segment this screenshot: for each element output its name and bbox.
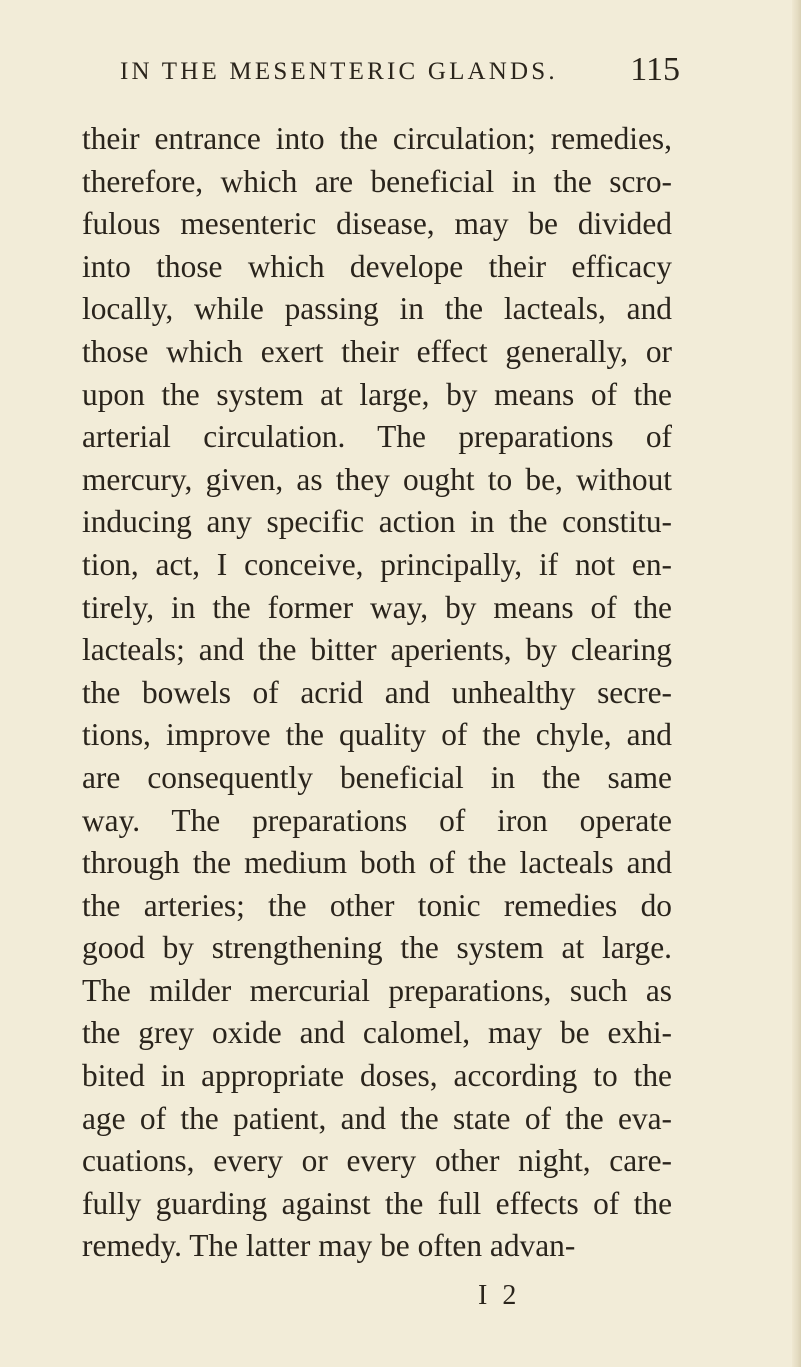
text-line: The milder mercurial preparations, such as (82, 972, 672, 1008)
text-line: age of the patient, and the state of the eva- (82, 1100, 672, 1136)
text-line: tion, act, I conceive, principally, if not en- (82, 546, 672, 582)
text-line: the arteries; the other tonic remedies do (82, 887, 672, 923)
text-line: fully guarding against the full effects of the (82, 1185, 672, 1221)
text-line: bited in appropriate doses, according to the (82, 1058, 672, 1094)
text-line: cuations, every or every other night, care- (82, 1143, 672, 1179)
text-line: tirely, in the former way, by means of the (82, 589, 672, 625)
text-line: tions, improve the quality of the chyle, and (82, 717, 672, 753)
text-line: lacteals; and the bitter aperients, by clearing (82, 632, 672, 668)
text-line: inducing any specific action in the constitu- (82, 504, 672, 540)
text-line: arterial circulation. The preparations of (82, 419, 672, 455)
running-head (120, 51, 680, 108)
text-line: way. The preparations of iron operate (82, 802, 672, 838)
text-line: good by strengthening the system at large. (82, 930, 672, 966)
text-line: their entrance into the circulation; remedies, (82, 121, 672, 156)
text-line: through the medium both of the lacteals and (82, 845, 672, 881)
text-line: are consequently beneficial in the same (82, 759, 672, 795)
text-line: those which exert their effect generally, or (82, 333, 672, 369)
page-number: 115 (630, 51, 680, 88)
text-line: the bowels of acrid and unhealthy secre- (82, 674, 672, 710)
text-line: remedy. The latter may be often advan- (82, 1228, 576, 1264)
text-line: the grey oxide and calomel, may be exhi- (82, 1015, 672, 1051)
text-line: fulous mesenteric disease, may be divided (82, 206, 672, 242)
text-line: therefore, which are beneficial in the scro- (82, 163, 672, 199)
body-text (82, 118, 672, 1268)
text-line: into those which develope their efficacy (82, 248, 672, 284)
page-edge-shadow (792, 0, 801, 1367)
signature-mark: I 2 (478, 1280, 521, 1311)
text-line: locally, while passing in the lacteals, and (82, 291, 672, 327)
text-line: mercury, given, as they ought to be, without (82, 461, 672, 497)
text-line: upon the system at large, by means of the (82, 376, 672, 412)
running-head-title: IN THE MESENTERIC GLANDS. (120, 58, 558, 85)
